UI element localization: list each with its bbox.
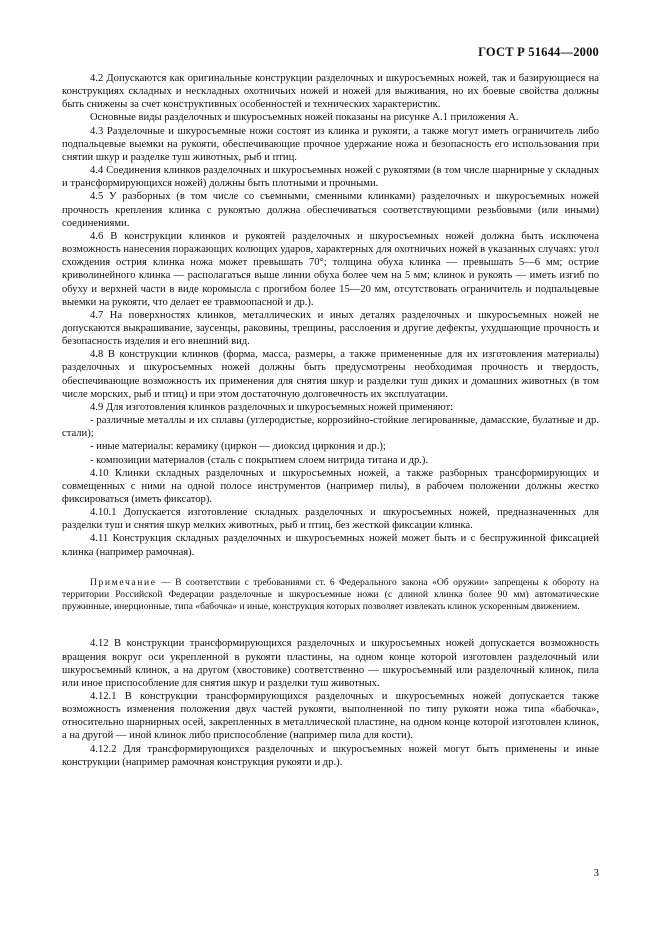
document-body: [62, 72, 599, 769]
paragraph-4-9: 4.9 Для изготовления клинков разделочных и шкуросъемных ножей применяют:: [90, 401, 454, 413]
paragraph-figure-ref: Основные виды разделочных и шкуросъемных ножей показаны на рисунке А.1 приложения А.: [90, 112, 519, 124]
list-item-ceramics: - иные материалы: керамику (циркон — диоксид циркония и др.);: [90, 441, 386, 453]
paragraph-4-8: 4.8 В конструкции клинков (форма, масса, размеры, а также примененные для их изготовления материалы) разделочных и шкуросъемных ножей должны быть предусмотрены необходимая прочность и твердость, обеспечивающие возможность их применения для снятия шкур и разделки туш диких и домашних животных (в том числе морских, рыб и птиц) и при этом достаточную долговечность их эксплуатации.: [62, 349, 599, 400]
paragraph-4-12: 4.12 В конструкции трансформирующихся разделочных и шкуросъемных ножей допускается возможность вращения вокруг оси укрепленной в рукояти пластины, на одном конце которой изготовлен разделочный или шкуросъемный клинок, а на другом (хвостовике) соответственно — шкуросъемный или разделочный клинок, пила или иное приспособление для снятия шкур и разделки туш животных.: [62, 638, 599, 689]
paragraph-4-3: 4.3 Разделочные и шкуросъемные ножи состоят из клинка и рукояти, а также могут иметь ограничитель либо подпальцевые выемки на рукояти, обеспечивающие прочное удержание ножа и безопасность его использования при снятии шкур и разделке туш животных, рыб и птиц.: [62, 125, 599, 163]
paragraph-4-10-1: 4.10.1 Допускается изготовление складных разделочных и шкуросъемных ножей, предназначенных для разделки туш и снятия шкур мелких животных, рыб и птиц, без жесткой фиксации клинка.: [62, 507, 599, 532]
paragraph-4-4: 4.4 Соединения клинков разделочных и шкуросъемных ножей с рукоятями (в том числе шарнирные у складных и трансформирующихся ножей) должны быть плотными и прочными.: [62, 165, 599, 190]
paragraph-4-12-2: 4.12.2 Для трансформирующихся разделочных и шкуросъемных ножей могут быть применены и иные конструкции (например рамочная конструкция рукояти и др.).: [62, 743, 599, 768]
note: [62, 577, 599, 614]
paragraph-4-11: 4.11 Конструкция складных разделочных и шкуросъемных ножей может быть и с беспружинной фиксацией клинка (например рамочная).: [62, 533, 599, 558]
note-label: Примечание: [90, 576, 157, 588]
paragraph-4-10: 4.10 Клинки складных разделочных и шкуросъемных ножей, а также разборных трансформирующих и совмещенных с ними на одной полосе инструментов (например пилы), в рабочем положении должны жестко фиксироваться (иметь фиксатор).: [62, 467, 599, 505]
paragraph-4-6: 4.6 В конструкции клинков и рукоятей разделочных и шкуросъемных ножей должна быть исключена возможность нанесения поражающих колющих ударов, характерных для охотничьих ножей в указанных случаях: угол схождения острия клинка ножа может превышать 70°; толщина обуха клинка — превышать 5—6 мм; острие криволинейного клинка — располагаться выше линии обуха более чем на 5 мм; клинок и рукоять — иметь изгиб по обуху и верхней части в виде коромысла с прогибом более 15—20 мм, отсутствовать ограничитель и подпальцевые выемки на рукояти, что делает ее травмоопасной и др.).: [62, 230, 599, 308]
paragraph-4-7: 4.7 На поверхностях клинков, металлических и иных деталях разделочных и шкуросъемных ножей не допускаются выкрашивание, заусенцы, раковины, трещины, расслоения и другие дефекты, ухудшающие прочность и безопасность изделия и его внешний вид.: [62, 309, 599, 348]
note-text: — В соответствии с требованиями ст. 6 Федерального закона «Об оружии» запрещены к обороту на территории Российской Федерации разделочные и шкуросъемные ножи (с длиной клинка более 90 мм) автоматические пружинные, инерционные, типа «бабочка» и иные, конструкция которых позволяет извлекать клинок ускоренным движением.: [62, 576, 599, 613]
page-number: 3: [593, 867, 599, 879]
document-header: ГОСТ Р 51644—2000: [478, 45, 599, 59]
paragraph-4-5: 4.5 У разборных (в том числе со съемными, сменными клинками) разделочных и шкуросъемных ножей прочность крепления клинка с рукоятью должна обеспечиваться соответствующими резьбовыми (или иными) соединениями.: [62, 191, 599, 229]
list-item-composites: - композиции материалов (сталь с покрытием слоем нитрида титана и др.).: [90, 454, 429, 466]
paragraph-4-12-1: 4.12.1 В конструкции трансформирующихся разделочных и шкуросъемных ножей допускается также возможность изменения положения двух частей рукояти, выполненной по типу рукояти ножа типа «бабочка», относительно шарнирных осей, закрепленных в металлической пластине, на одном конце которой изготовлен клинок, а на другой — иной клинок либо приспособление (например пила для кости).: [62, 691, 599, 742]
list-item-metals: - различные металлы и их сплавы (углеродистые, коррозийно-стойкие легированные, дамасские, булатные и др. стали);: [62, 415, 599, 440]
paragraph-4-2: 4.2 Допускаются как оригинальные конструкции разделочных и шкуросъемных ножей, так и базирующиеся на конструкциях складных и нескладных охотничьих ножей и ножей для выживания, но их боевые свойства должны быть снижены за счет конструктивных особенностей и технических характеристик.: [62, 73, 599, 111]
